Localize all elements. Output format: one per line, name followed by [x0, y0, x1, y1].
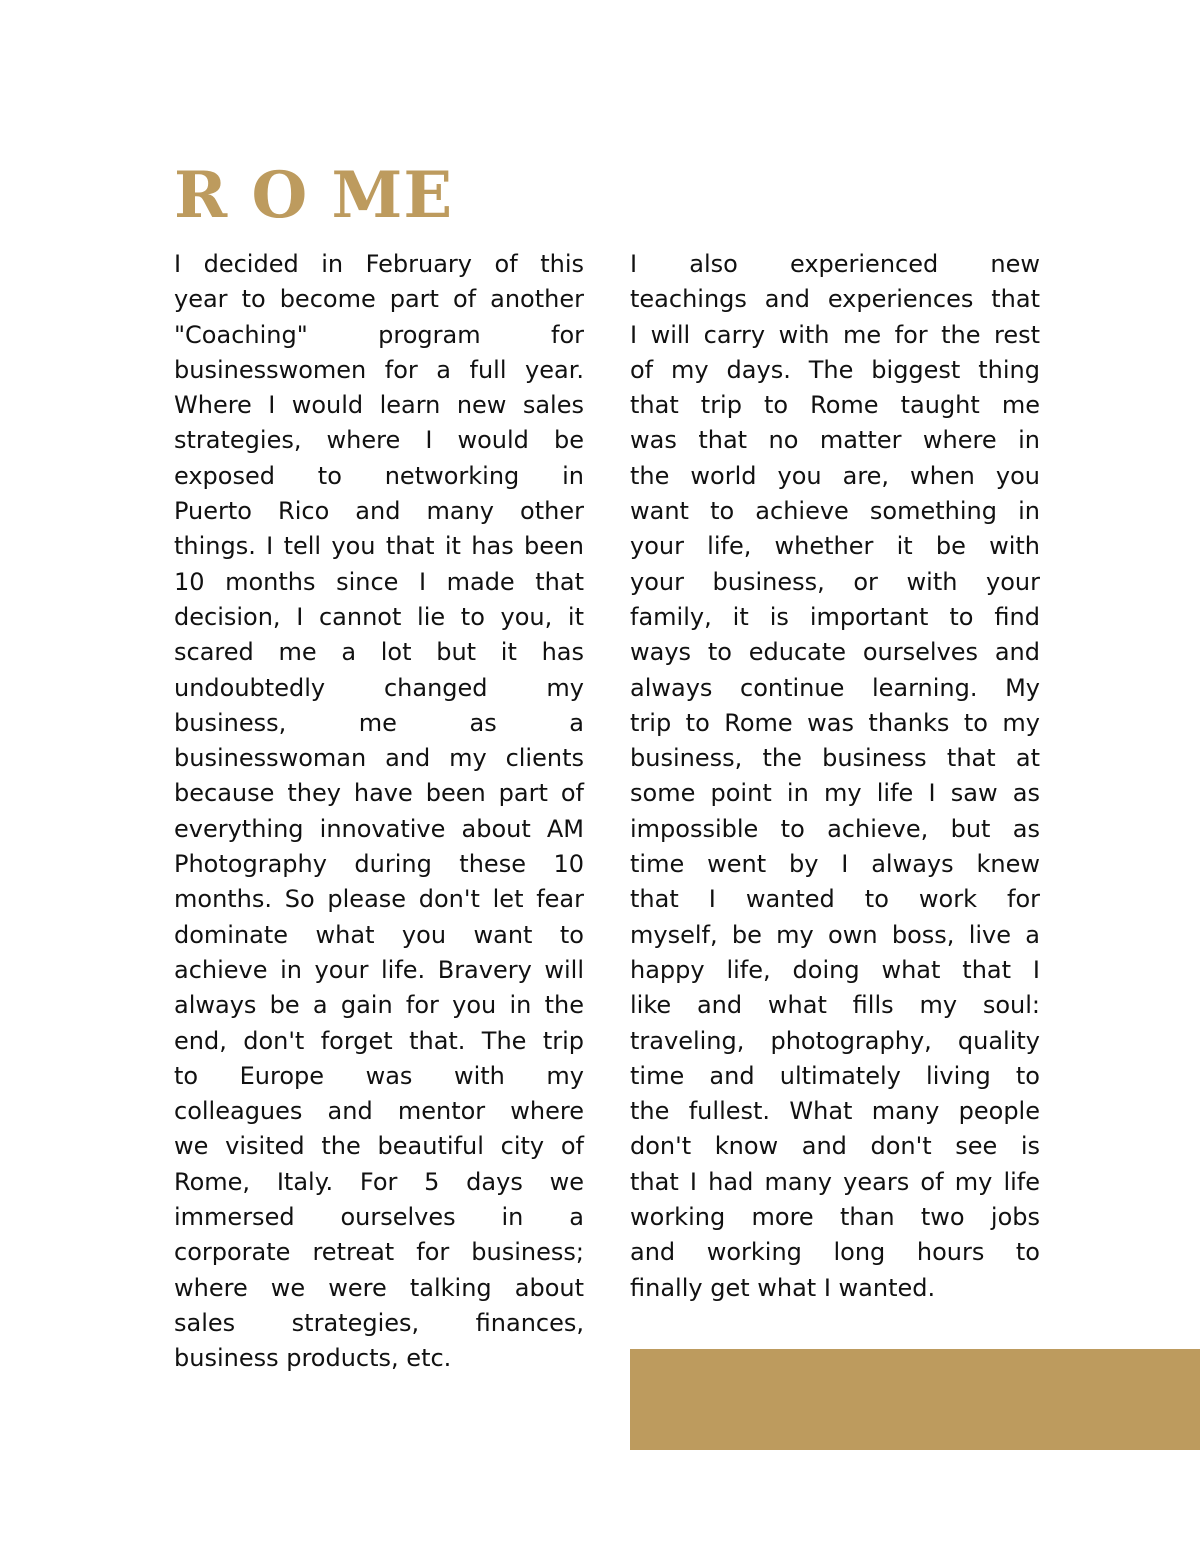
text-line: businesswoman and my clients [174, 744, 584, 773]
text-line: your life, whether it be with [630, 532, 1040, 561]
text-line: months. So please don't let fear [174, 885, 584, 914]
text-line: teachings and experiences that [630, 285, 1040, 314]
text-line: to Europe was with my [174, 1061, 584, 1090]
text-line: immersed ourselves in a [174, 1203, 584, 1232]
text-line: happy life, doing what that I [630, 955, 1040, 984]
text-line: always be a gain for you in the [174, 991, 584, 1020]
text-line: Where I would learn new sales [174, 391, 584, 420]
text-line: colleagues and mentor where [174, 1097, 584, 1126]
text-line: everything innovative about AM [174, 814, 584, 843]
text-line: the world you are, when you [630, 461, 1040, 490]
text-line: exposed to networking in [174, 461, 584, 490]
text-line: I also experienced new [630, 250, 1040, 278]
text-line: where we were talking about [174, 1273, 584, 1302]
text-line: corporate retreat for business; [174, 1238, 584, 1267]
page-title: R O ME [174, 158, 454, 233]
text-line: myself, be my own boss, live a [630, 920, 1040, 949]
text-line: ways to educate ourselves and [630, 638, 1040, 667]
accent-block [630, 1349, 1200, 1450]
text-line: business, the business that at [630, 744, 1040, 773]
text-line: business products, etc. [174, 1344, 452, 1373]
text-line: family, it is important to find [630, 602, 1040, 631]
text-line: I decided in February of this [174, 250, 584, 278]
text-line: don't know and don't see is [630, 1132, 1040, 1161]
text-line: was that no matter where in [630, 426, 1040, 455]
text-line: business, me as a [174, 708, 584, 737]
text-line: that trip to Rome taught me [630, 391, 1040, 420]
text-line: time went by I always knew [630, 850, 1040, 879]
text-line: Rome, Italy. For 5 days we [174, 1167, 584, 1196]
text-line: trip to Rome was thanks to my [630, 708, 1040, 737]
left-text-column [174, 247, 584, 1377]
text-line: things. I tell you that it has been [174, 532, 584, 561]
text-line: finally get what I wanted. [630, 1273, 936, 1302]
text-line: your business, or with your [630, 567, 1040, 596]
text-line: want to achieve something in [630, 497, 1040, 526]
text-line: strategies, where I would be [174, 426, 584, 455]
text-line: businesswomen for a full year. [174, 355, 584, 384]
text-line: that I had many years of my life [630, 1167, 1040, 1196]
text-line: that I wanted to work for [630, 885, 1040, 914]
text-line: undoubtedly changed my [174, 673, 584, 702]
text-line: decision, I cannot lie to you, it [174, 602, 584, 631]
text-line: sales strategies, finances, [174, 1308, 584, 1337]
text-line: because they have been part of [174, 779, 584, 808]
text-line: Puerto Rico and many other [174, 497, 584, 526]
text-line: time and ultimately living to [630, 1061, 1040, 1090]
text-line: 10 months since I made that [174, 567, 584, 596]
text-line: end, don't forget that. The trip [174, 1026, 584, 1055]
text-line: always continue learning. My [630, 673, 1040, 702]
text-line: like and what fills my soul: [630, 991, 1040, 1020]
text-line: dominate what you want to [174, 920, 584, 949]
text-line: of my days. The biggest thing [630, 355, 1040, 384]
text-line: scared me a lot but it has [174, 638, 584, 667]
right-text-column [630, 247, 1040, 1306]
text-line: achieve in your life. Bravery will [174, 955, 584, 984]
text-line: "Coaching" program for [174, 320, 584, 349]
text-line: Photography during these 10 [174, 850, 584, 879]
text-line: year to become part of another [174, 285, 584, 314]
text-line: working more than two jobs [630, 1203, 1040, 1232]
text-line: the fullest. What many people [630, 1097, 1040, 1126]
text-line: and working long hours to [630, 1238, 1040, 1267]
text-line: some point in my life I saw as [630, 779, 1040, 808]
text-line: impossible to achieve, but as [630, 814, 1040, 843]
text-line: I will carry with me for the rest [630, 320, 1040, 349]
text-line: we visited the beautiful city of [174, 1132, 584, 1161]
text-line: traveling, photography, quality [630, 1026, 1040, 1055]
